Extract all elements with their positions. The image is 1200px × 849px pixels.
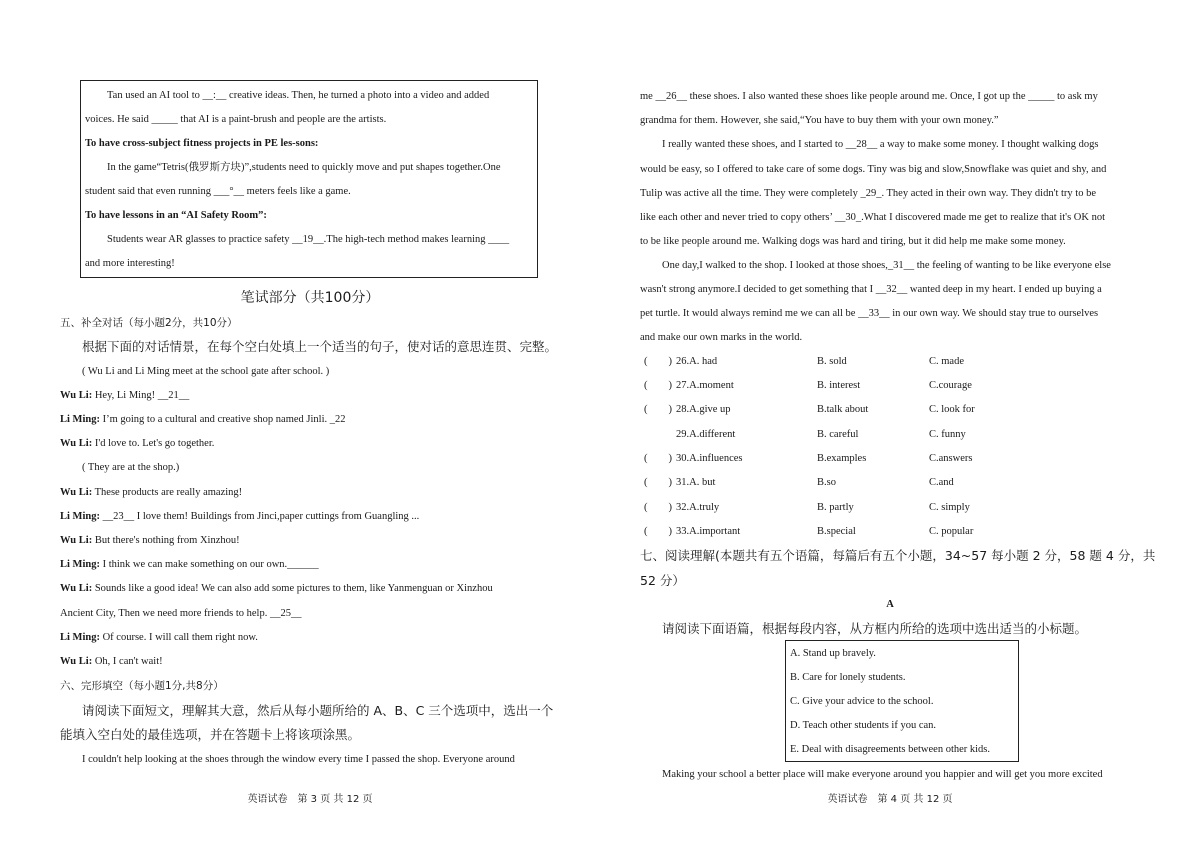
dialogue-line <box>60 655 560 669</box>
speaker: Wu Li: <box>60 390 93 401</box>
utterance: I'd love to. Let's go together. <box>92 438 215 449</box>
passage-line: One day,I walked to the shop. I looked at those shoes,_31__ the feeling of wanting to be like everyone else <box>662 260 1111 271</box>
utterance: Ancient City, Then we need more friends to help. __25__ <box>60 608 302 619</box>
cloze-option-row <box>640 525 1140 539</box>
passage-line: I really wanted these shoes, and I started to __28__ a way to make some money. I thought walking dogs <box>662 139 1099 150</box>
heading-option: A. Stand up bravely. <box>790 648 876 659</box>
passage-line: like each other and never tried to copy others’ __30_.What I discovered made me get to realize that it's OK not <box>640 212 1105 223</box>
dialogue-line <box>60 486 560 500</box>
option-b: B.talk about <box>817 404 869 415</box>
passage-line: to be like people around me. Walking dogs was hard and tiring, but it did help me make some money. <box>640 236 1066 247</box>
utterance: __23__ I love them! Buildings from Jinci,paper cuttings from Guangling ... <box>99 511 420 522</box>
speaker: Wu Li: <box>60 487 93 498</box>
option-a: 27.A.moment <box>676 380 734 391</box>
speaker: Li Ming: <box>60 414 100 425</box>
dialogue-line <box>60 534 560 548</box>
passage-line: Making your school a better place will make everyone around you happier and will get you more excited <box>662 769 1103 780</box>
answer-blank: ( ) <box>644 477 672 488</box>
cloze-option-row <box>640 379 1140 393</box>
section-6-instruction: 请阅读下面短文，理解其大意，然后从每小题所给的 A、B、C 三个选项中，选出一个 <box>82 703 554 718</box>
answer-blank: ( ) <box>644 380 672 391</box>
option-c: C. popular <box>929 526 974 537</box>
speaker: Li Ming: <box>60 632 100 643</box>
heading-option: B. Care for lonely students. <box>790 672 906 683</box>
utterance: Oh, I can't wait! <box>92 656 163 667</box>
heading-option: E. Deal with disagreements between other kids. <box>790 744 991 755</box>
utterance: ( They are at the shop.) <box>82 462 180 473</box>
passage-line: grandma for them. However, she said,“You have to buy them with your own money.” <box>640 115 999 126</box>
option-b: B.examples <box>817 453 867 464</box>
passage-line: wasn't strong anymore.I decided to get something that I __32__ wanted deep in my heart. I ended up buying a <box>640 284 1102 295</box>
passage-line: pet turtle. It would always remind me we can all be __33__ in our own way. We should stay true to ourselves <box>640 308 1099 319</box>
box-line: Students wear AR glasses to practice safety __19__.The high-tech method makes learning ____ <box>107 234 510 245</box>
speaker: Wu Li: <box>60 438 93 449</box>
option-b: B. sold <box>817 356 847 367</box>
passage-line: and make our own marks in the world. <box>640 332 803 343</box>
utterance: Hey, Li Ming! __21__ <box>92 390 190 401</box>
box-subheading: To have cross-subject fitness projects in PE les-sons: <box>85 138 319 149</box>
cloze-option-row <box>640 501 1140 515</box>
option-a: 26.A. had <box>676 356 718 367</box>
dialogue-scene: ( Wu Li and Li Ming meet at the school gate after school. ) <box>82 366 330 377</box>
headings-box <box>785 640 1019 762</box>
box-subheading: To have lessons in an “AI Safety Room”: <box>85 210 267 221</box>
option-b: B. interest <box>817 380 861 391</box>
passage-line: Tulip was active all the time. They were completely _29_. They acted in their own way. They didn't try to be <box>640 188 1097 199</box>
dialogue-line <box>60 558 560 572</box>
written-section-title: 笔试部分（共100分） <box>240 290 380 306</box>
dialogue-line <box>60 510 560 524</box>
utterance: These products are really amazing! <box>92 487 243 498</box>
option-b: B. careful <box>817 429 859 440</box>
answer-blank: ( ) <box>644 404 672 415</box>
cloze-option-row <box>640 355 1140 369</box>
cloze-option-row <box>640 403 1140 417</box>
dialogue-line <box>60 437 560 451</box>
option-a: 28.A.give up <box>676 404 731 415</box>
answer-blank: ( ) <box>644 502 672 513</box>
passage-line: would be easy, so I offered to take care of some dogs. Tiny was big and slow,Snowflake was quiet and shy, and <box>640 164 1107 175</box>
option-a: 29.A.different <box>676 429 736 440</box>
box-line: In the game“Tetris(俄罗斯方块)”,students need to quickly move and put shapes together.One <box>107 162 501 173</box>
option-c: C.and <box>929 477 954 488</box>
cloze-option-row <box>640 452 1140 466</box>
option-c: C.courage <box>929 380 972 391</box>
option-c: C. made <box>929 356 964 367</box>
answer-blank: ( ) <box>644 356 672 367</box>
option-c: C. funny <box>929 429 966 440</box>
section-7-title-cont: 52 分） <box>640 573 685 588</box>
box-line: student said that even running ___°__ meters feels like a game. <box>85 186 351 197</box>
page-footer: 英语试卷 第 3 页 共 12 页 <box>247 794 373 805</box>
page-footer: 英语试卷 第 4 页 共 12 页 <box>827 794 953 805</box>
speaker: Wu Li: <box>60 656 93 667</box>
utterance: Sounds like a good idea! We can also add some pictures to them, like Yanmenguan or Xinzhou <box>92 583 493 594</box>
section-7-title: 七、阅读理解(本题共有五个语篇，每篇后有五个小题，34~57 每小题 2 分，58 题 4 分，共 <box>640 548 1156 563</box>
part-label: A <box>886 599 894 610</box>
utterance: I think we can make something on our own.______ <box>99 559 319 570</box>
speaker: Wu Li: <box>60 535 93 546</box>
option-b: B.special <box>817 526 856 537</box>
box-line: voices. He said _____ that AI is a paint-brush and people are the artists. <box>85 114 387 125</box>
dialogue-line <box>60 389 560 403</box>
heading-option: D. Teach other students if you can. <box>790 720 937 731</box>
utterance: But there's nothing from Xinzhou! <box>92 535 240 546</box>
cloze-option-row <box>640 476 1140 490</box>
option-b: B.so <box>817 477 836 488</box>
option-b: B. partly <box>817 502 854 513</box>
dialogue-scene <box>60 461 560 475</box>
section-6-title: 六、完形填空（每小题1分,共8分） <box>60 680 224 692</box>
passage-line: I couldn't help looking at the shoes through the window every time I passed the shop. Everyone around <box>82 754 515 765</box>
section-5-instruction: 根据下面的对话情景，在每个空白处填上一个适当的句子，使对话的意思连贯、完整。 <box>82 339 558 354</box>
box-line: Tan used an AI tool to __:__ creative ideas. Then, he turned a photo into a video and added <box>107 90 490 101</box>
section-6-instruction: 能填入空白处的最佳选项，并在答题卡上将该项涂黑。 <box>60 727 361 742</box>
answer-blank: ( ) <box>644 526 672 537</box>
page-4 <box>640 0 1156 849</box>
option-a: 31.A. but <box>676 477 716 488</box>
option-a: 30.A.influences <box>676 453 743 464</box>
page-3 <box>60 0 560 849</box>
dialogue-line <box>60 631 560 645</box>
section-5-title: 五、补全对话（每小题2分，共10分） <box>60 317 238 329</box>
answer-blank: ( ) <box>644 453 672 464</box>
notice-box <box>80 80 538 278</box>
box-line: and more interesting! <box>85 258 175 269</box>
option-c: C. look for <box>929 404 975 415</box>
utterance: I’m going to a cultural and creative shop named Jinli. _22 <box>99 414 346 425</box>
heading-option: C. Give your advice to the school. <box>790 696 934 707</box>
option-c: C. simply <box>929 502 970 513</box>
option-c: C.answers <box>929 453 973 464</box>
dialogue-line <box>60 413 560 427</box>
cloze-option-row <box>640 428 1140 442</box>
dialogue-line <box>60 607 560 621</box>
option-a: 32.A.truly <box>676 502 720 513</box>
speaker: Wu Li: <box>60 583 93 594</box>
speaker: Li Ming: <box>60 559 100 570</box>
speaker: Li Ming: <box>60 511 100 522</box>
utterance: Of course. I will call them right now. <box>99 632 258 643</box>
part-instruction: 请阅读下面语篇，根据每段内容，从方框内所给的选项中选出适当的小标题。 <box>662 621 1088 636</box>
option-a: 33.A.important <box>676 526 741 537</box>
dialogue-line <box>60 582 560 596</box>
passage-line: me __26__ these shoes. I also wanted these shoes like people around me. Once, I got up the _____ to ask my <box>640 91 1098 102</box>
